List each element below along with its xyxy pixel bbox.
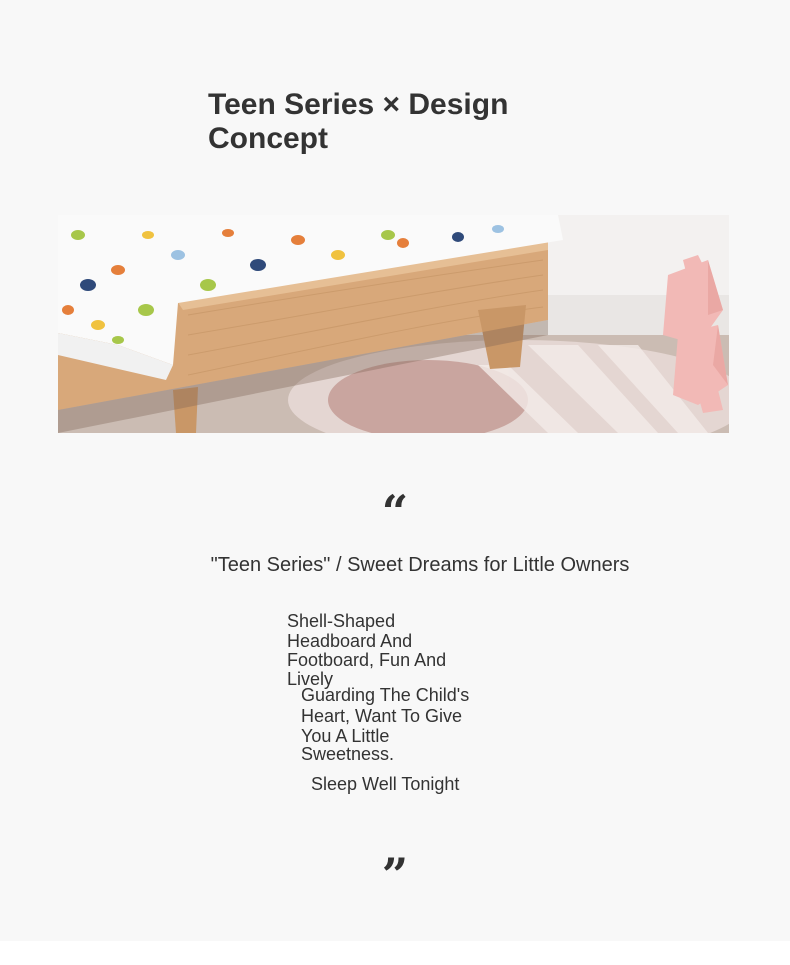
quote-line-2c: You A Little bbox=[301, 726, 390, 746]
quote-line-2d: Sweetness. bbox=[301, 744, 395, 764]
bed-photo bbox=[58, 215, 729, 433]
quote-line-2 bbox=[301, 685, 501, 763]
open-quote-icon: “ bbox=[381, 485, 409, 539]
quote-line-1d: Lively bbox=[287, 669, 334, 689]
quote-line-1c: Footboard, Fun And bbox=[287, 650, 447, 670]
quote-line-1a: Shell-Shaped bbox=[287, 611, 396, 631]
hero-image bbox=[58, 215, 729, 433]
quote-line-1b: Headboard And bbox=[287, 631, 413, 651]
section-title: Teen Series × Design Concept bbox=[208, 88, 509, 155]
quote-headline: "Teen Series" / Sweet Dreams for Little Owners bbox=[210, 554, 630, 576]
quote-line-1 bbox=[287, 611, 477, 689]
quote-line-2b: Heart, Want To Give bbox=[301, 706, 463, 726]
quote-line-3: Sleep Well Tonight bbox=[311, 774, 460, 794]
close-quote-icon: ” bbox=[381, 848, 409, 902]
quote-line-2a: Guarding The Child's bbox=[301, 685, 470, 705]
